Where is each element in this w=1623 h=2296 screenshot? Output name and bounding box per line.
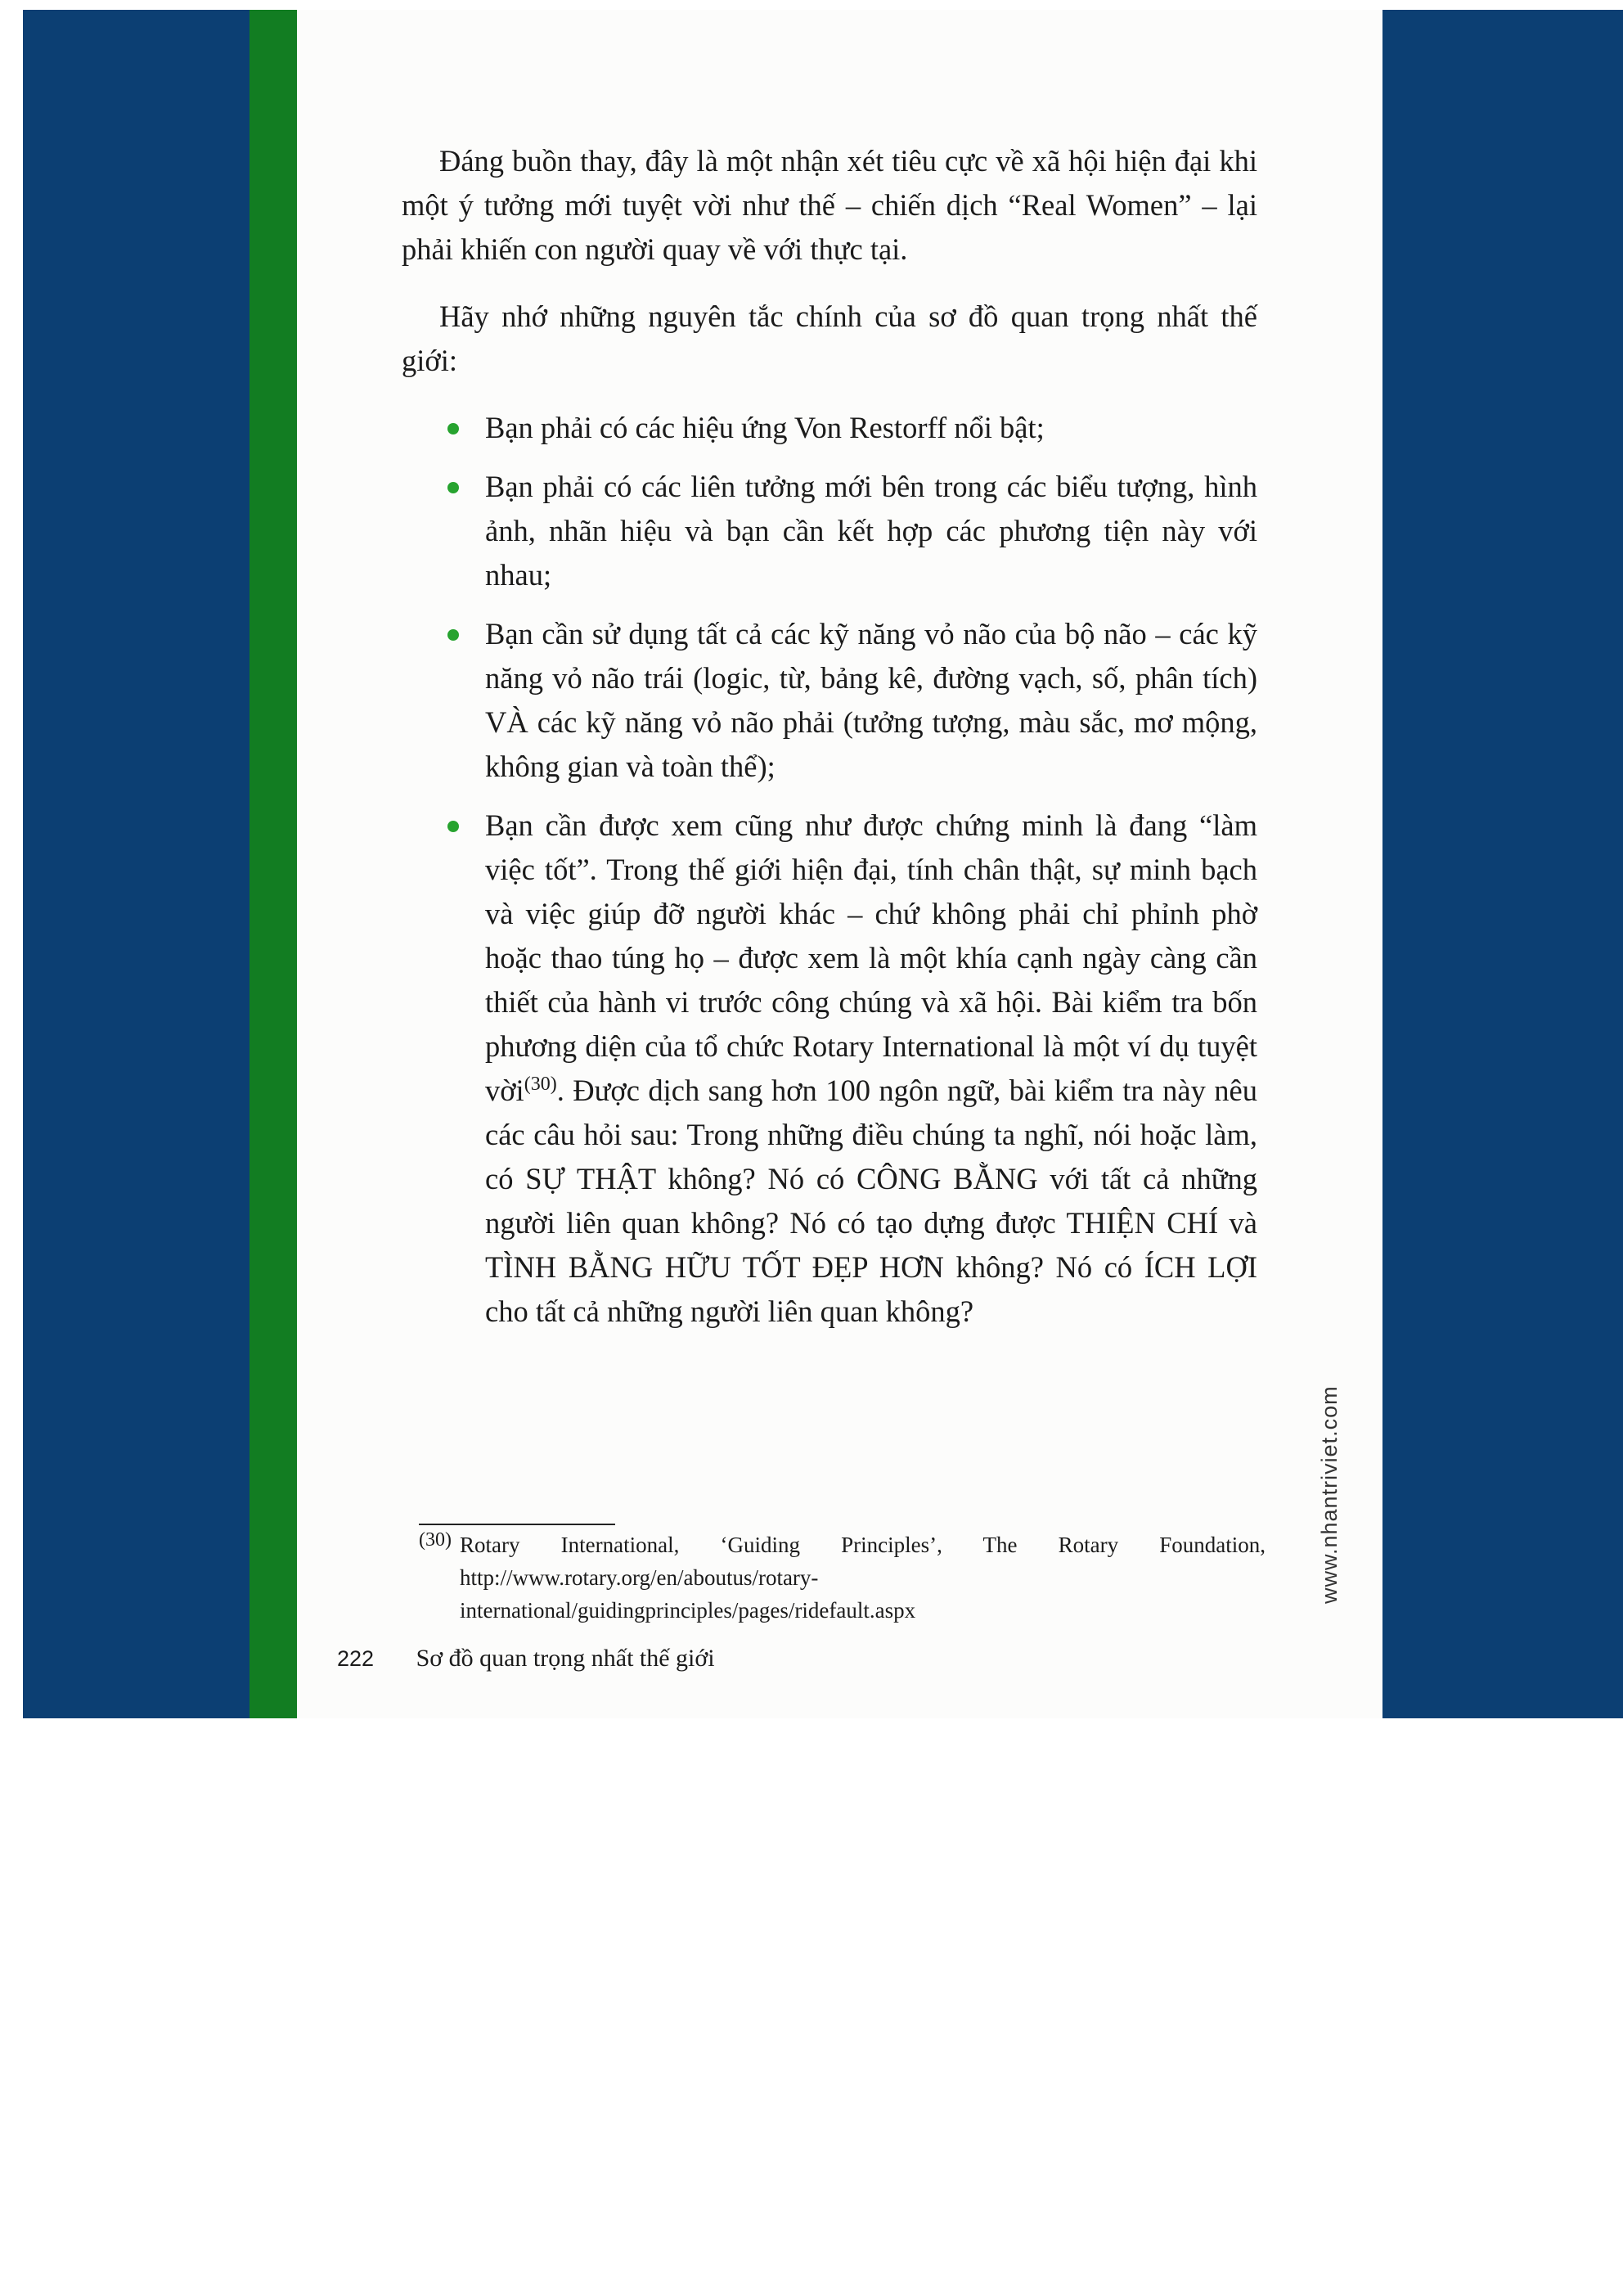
paragraph: Hãy nhớ những nguyên tắc chính của sơ đồ quan trọng nhất thế giới:: [402, 299, 1257, 377]
footnote-text: Rotary International, ‘Guiding Principles’, The Rotary Foundation, http://www.rotary.org/en/aboutus/rotary-international/guidingprinciples/pages/ridefault.aspx: [460, 1533, 1266, 1623]
list-item: [485, 612, 1257, 789]
list-item-text: Bạn cần được xem cũng như được chứng minh là đang “làm việc tốt”. Trong thế giới hiện đại, tính chân thật, sự minh bạch và việc giúp đỡ người khác – chứ không phải chỉ phỉnh phờ hoặc thao túng họ – được xem là một khía cạnh ngày càng cần thiết của hành vi trước công chúng và xã hội. Bài kiểm tra bốn phương diện của tổ chức Rotary International là một ví dụ tuyệt vời: [485, 808, 1257, 1107]
list-item-text-continued: . Được dịch sang hơn 100 ngôn ngữ, bài kiểm tra này nêu các câu hỏi sau: Trong những điều chúng ta nghĩ, nói hoặc làm, có SỰ THẬT không? Nó có CÔNG BẰNG với tất cả những người liên quan không? Nó có tạo dựng được THIỆN CHÍ và TÌNH BẰNG HỮU TỐT ĐẸP HƠN không? Nó có ÍCH LỢI cho tất cả những người liên quan không?: [485, 1074, 1257, 1328]
footnote-reference: (30): [524, 1073, 557, 1095]
right-cover-band: [1381, 10, 1623, 1718]
watermark-url: www.nhantriviet.com: [1317, 1385, 1342, 1604]
bullet-icon: [447, 482, 459, 493]
running-title: Sơ đồ quan trọng nhất thế giới: [416, 1645, 715, 1672]
list-item-text: Bạn phải có các hiệu ứng Von Restorff nổi bật;: [485, 411, 1045, 444]
bullet-icon: [447, 629, 459, 641]
footnote: [419, 1528, 1266, 1627]
list-item: [485, 804, 1257, 1334]
body-text: [402, 139, 1257, 1348]
paragraph: Đáng buồn thay, đây là một nhận xét tiêu cực về xã hội hiện đại khi một ý tưởng mới tuyệt vời như thế – chiến dịch “Real Women” – lại phải khiến con người quay về với thực tại.: [402, 144, 1257, 266]
list-item-text: Bạn cần sử dụng tất cả các kỹ năng vỏ não của bộ não – các kỹ năng vỏ não trái (logic, từ, bảng kê, đường vạch, số, phân tích) VÀ các kỹ năng vỏ não phải (tưởng tượng, màu sắc, mơ mộng, không gian và toàn thể);: [485, 617, 1257, 783]
page-number: 222: [337, 1646, 375, 1671]
left-cover-band: [23, 10, 260, 1718]
bullet-icon: [447, 821, 459, 832]
bullet-icon: [447, 423, 459, 434]
principles-list: [402, 406, 1257, 1334]
list-item-text: Bạn phải có các liên tưởng mới bên trong các biểu tượng, hình ảnh, nhãn hiệu và bạn cần kết hợp các phương tiện này với nhau;: [485, 470, 1257, 592]
footnote-number: (30): [419, 1529, 452, 1551]
list-item: [485, 406, 1257, 450]
list-item: [485, 465, 1257, 597]
page-footer: [337, 1645, 715, 1677]
green-spine-band: [250, 10, 297, 1718]
